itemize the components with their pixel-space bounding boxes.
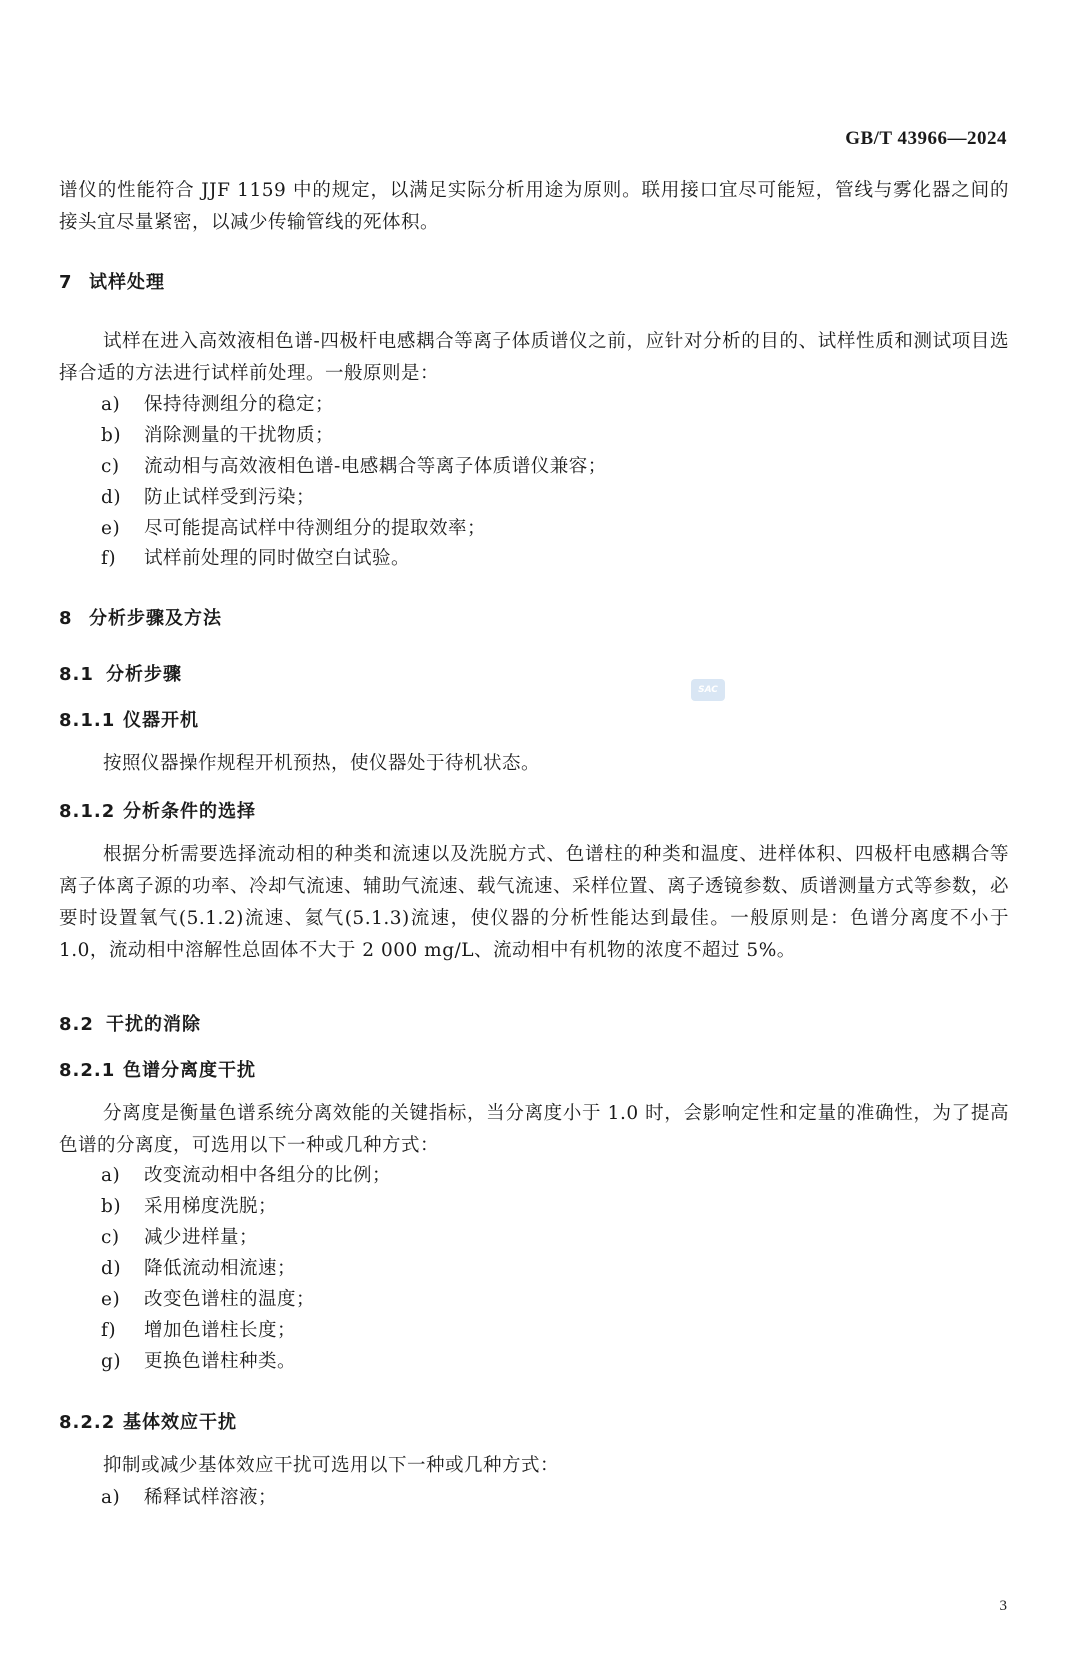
list-item-text: 减少进样量；: [144, 1227, 259, 1248]
list-marker: b): [101, 1196, 122, 1217]
section-title: 色谱分离度干扰: [123, 1060, 256, 1081]
list-marker: c): [101, 456, 120, 477]
list-item-text: 增加色谱柱长度；: [144, 1320, 297, 1341]
section-title: 仪器开机: [123, 710, 199, 731]
list-marker: a): [101, 1165, 121, 1186]
section-8-1-1-paragraph: 按照仪器操作规程开机预热，使仪器处于待机状态。: [103, 753, 541, 774]
list-item: [101, 1482, 277, 1514]
list-marker: e): [101, 518, 121, 539]
list-item: [101, 1222, 258, 1254]
section-7-paragraph: 试样在进入高效液相色谱-四极杆电感耦合等离子体质谱仪之前，应针对分析的目的、试样性质和测试项目选择合适的方法进行试样前处理。一般原则是：: [59, 331, 1009, 384]
section-number: 8.1.2: [59, 801, 116, 822]
section-number: 8: [59, 608, 73, 629]
section-title: 分析条件的选择: [123, 801, 256, 822]
list-item: [101, 451, 607, 483]
list-item-text: 改变色谱柱的温度；: [144, 1289, 316, 1310]
section-8-1-2-heading: [59, 797, 256, 823]
sac-watermark-logo: SAC: [691, 679, 725, 701]
section-number: 8.2: [59, 1014, 94, 1035]
section-title: 分析步骤及方法: [89, 608, 222, 629]
list-item: [101, 1191, 277, 1223]
section-8-2-2-heading: [59, 1408, 237, 1434]
section-number: 7: [59, 272, 73, 293]
list-item: [101, 543, 410, 575]
list-item-text: 改变流动相中各组分的比例；: [144, 1165, 392, 1186]
section-8-1-heading: [59, 660, 182, 686]
list-marker: d): [101, 487, 122, 508]
section-title: 基体效应干扰: [123, 1412, 237, 1433]
list-marker: d): [101, 1258, 122, 1279]
list-marker: g): [101, 1351, 122, 1372]
list-item-text: 更换色谱柱种类。: [144, 1351, 297, 1372]
section-8-1-1-heading: [59, 706, 199, 732]
list-item: [101, 482, 315, 514]
list-item: [101, 420, 334, 452]
list-item: [101, 1315, 296, 1347]
section-8-2-2-paragraph: 抑制或减少基体效应干扰可选用以下一种或几种方式：: [103, 1455, 560, 1476]
section-number: 8.2.2: [59, 1412, 116, 1433]
list-item: [101, 513, 486, 545]
section-title: 试样处理: [89, 272, 165, 293]
section-number: 8.1.1: [59, 710, 116, 731]
page-number: 3: [999, 1598, 1007, 1614]
list-marker: f): [101, 1320, 117, 1341]
list-marker: f): [101, 548, 117, 569]
list-item: [101, 389, 334, 421]
list-marker: c): [101, 1227, 120, 1248]
list-item: [101, 1253, 296, 1285]
list-item-text: 采用梯度洗脱；: [144, 1196, 278, 1217]
list-item: [101, 1346, 296, 1378]
list-item-text: 尽可能提高试样中待测组分的提取效率；: [144, 518, 487, 539]
list-item: [101, 1284, 315, 1316]
list-item-text: 稀释试样溶液；: [144, 1487, 278, 1508]
section-number: 8.2.1: [59, 1060, 116, 1081]
list-marker: a): [101, 1487, 121, 1508]
list-item-text: 试样前处理的同时做空白试验。: [144, 548, 411, 569]
list-item-text: 降低流动相流速；: [144, 1258, 297, 1279]
list-item-text: 流动相与高效液相色谱-电感耦合等离子体质谱仪兼容；: [144, 456, 607, 477]
section-8-1-2-paragraph: 根据分析需要选择流动相的种类和流速以及洗脱方式、色谱柱的种类和温度、进样体积、四极杆电感耦合等离子体离子源的功率、冷却气流速、辅助气流速、载气流速、采样位置、离子透镜参数、质谱测量方式等参数，必要时设置氧气(5.1.2)流速、氦气(5.1.3)流速，使仪器的分析性能达到最佳。一般原则是：色谱分离度不小于 1.0，流动相中溶解性总固体不大于 2 000 mg/L、流动相中有机物的浓度不超过 5%。: [59, 844, 1010, 961]
intro-paragraph: 谱仪的性能符合 JJF 1159 中的规定，以满足实际分析用途为原则。联用接口宜尽可能短，管线与雾化器之间的接头宜尽量紧密，以减少传输管线的死体积。: [59, 180, 1009, 233]
section-8-2-1-paragraph: 分离度是衡量色谱系统分离效能的关键指标，当分离度小于 1.0 时，会影响定性和定量的准确性，为了提高色谱的分离度，可选用以下一种或几种方式：: [59, 1103, 1009, 1156]
section-number: 8.1: [59, 664, 94, 685]
list-item-text: 防止试样受到污染；: [144, 487, 316, 508]
list-item-text: 保持待测组分的稳定；: [144, 394, 335, 415]
standard-code-header: GB/T 43966—2024: [845, 128, 1007, 149]
section-title: 分析步骤: [106, 664, 182, 685]
list-marker: a): [101, 394, 121, 415]
section-8-2-1-heading: [59, 1056, 256, 1082]
list-item-text: 消除测量的干扰物质；: [144, 425, 335, 446]
section-title: 干扰的消除: [106, 1014, 201, 1035]
list-item: [101, 1160, 391, 1192]
list-marker: b): [101, 425, 122, 446]
section-8-heading: [59, 604, 222, 630]
list-marker: e): [101, 1289, 121, 1310]
section-8-2-heading: [59, 1010, 201, 1036]
section-7-heading: [59, 268, 165, 294]
